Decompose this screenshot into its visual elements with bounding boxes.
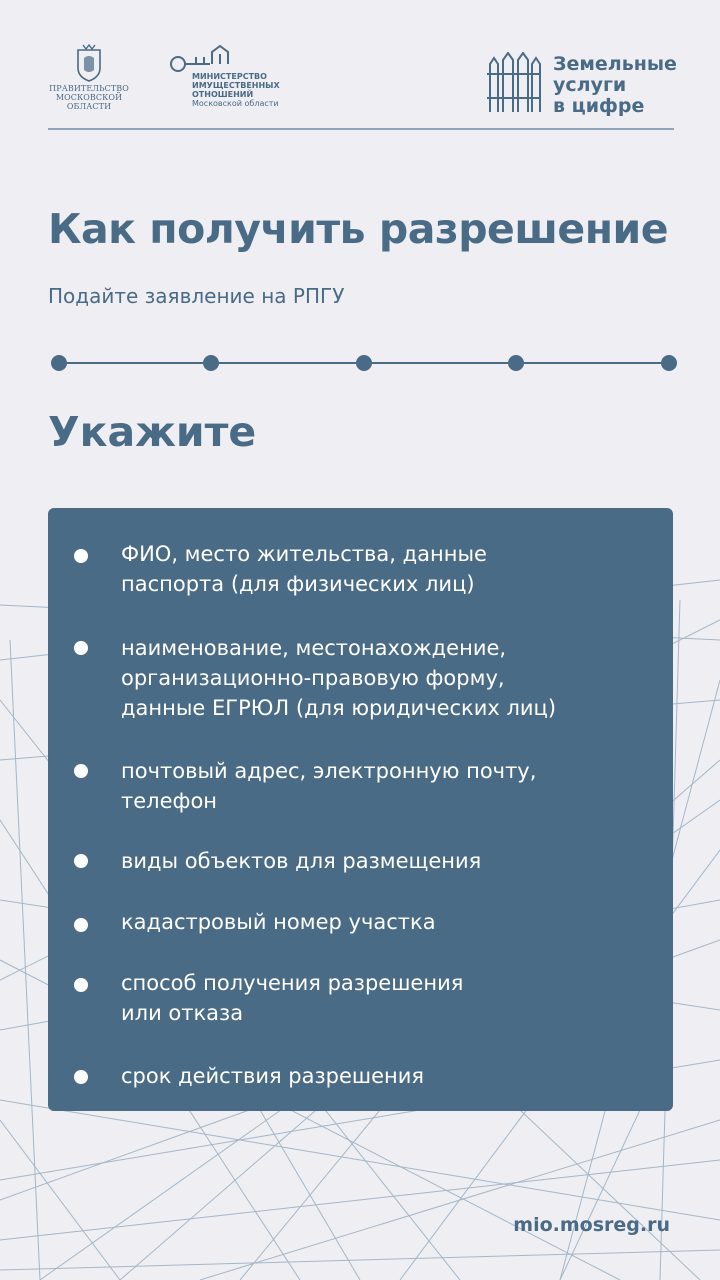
header [48, 40, 677, 130]
progress-dot [203, 355, 219, 371]
ministry-line-3: ОТНОШЕНИЙ [192, 90, 254, 99]
list-item: виды объектов для размещения [121, 849, 482, 873]
ministry-subtitle: Московской области [192, 99, 279, 108]
page-subtitle: Подайте заявление на РПГУ [48, 284, 345, 308]
bullet-icon [74, 549, 88, 563]
list-item: кадастровый номер участка [121, 910, 436, 934]
list-item: ФИО, место жительства, данные паспорта (для физических лиц) [121, 542, 487, 596]
list-item: наименование, местонахождение, организационно-правовую форму, данные ЕГРЮЛ (для юридических лиц) [121, 636, 557, 720]
ministry-line-2: ИМУЩЕСТВЕННЫХ [192, 81, 280, 90]
bullet-icon [74, 854, 88, 868]
progress-dot [508, 355, 524, 371]
step-progress [51, 354, 678, 372]
list-item: почтовый адрес, электронную почту, телефон [121, 759, 537, 813]
header-divider [48, 128, 674, 130]
ministry-key-icon [168, 44, 248, 74]
ministry-logo-text [192, 72, 280, 108]
ministry-line-1: МИНИСТЕРСТВО [192, 72, 267, 81]
progress-dot [51, 355, 67, 371]
bullet-icon [74, 641, 88, 655]
list-item: срок действия разрешения [121, 1064, 425, 1088]
bullet-icon [74, 978, 88, 992]
brand-logo [469, 50, 677, 120]
list-item: способ получения разрешения или отказа [121, 971, 464, 1025]
bullet-icon [74, 764, 88, 778]
progress-dot [356, 355, 372, 371]
bullet-icon [74, 1070, 88, 1084]
ministry-logo [168, 44, 328, 108]
government-logo [48, 44, 130, 111]
coat-of-arms-icon [74, 44, 104, 82]
government-logo-text: ПРАВИТЕЛЬСТВО МОСКОВСКОЙ ОБЛАСТИ [49, 84, 129, 111]
bullet-icon [74, 918, 88, 932]
brand-text: Земельные услуги в цифре [553, 53, 677, 117]
website-link[interactable]: mio.mosreg.ru [513, 1214, 670, 1236]
fence-icon [487, 52, 541, 114]
progress-dot [661, 355, 677, 371]
section-heading: Укажите [48, 408, 257, 456]
page-title: Как получить разрешение [48, 205, 669, 253]
